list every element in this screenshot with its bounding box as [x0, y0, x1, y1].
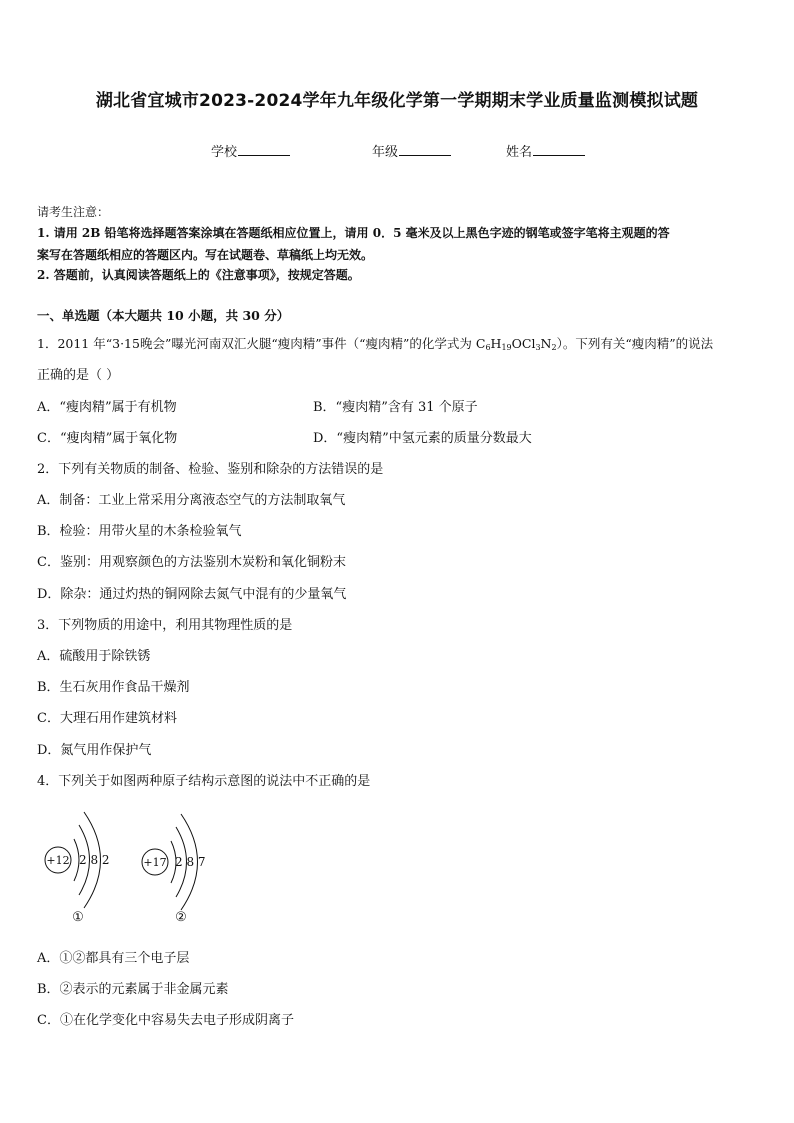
grade-label: 年级 — [372, 145, 399, 160]
q1-stem-part2: ）。下列有关“瘦肉精”的说法 — [556, 336, 714, 351]
q4-option-b[interactable]: B．②表示的元素属于非金属元素 — [37, 982, 229, 997]
formula-sub-h: 19 — [501, 343, 512, 352]
q1-option-b[interactable]: B．“瘦肉精”含有 31 个原子 — [313, 400, 478, 415]
formula-sub-cl: 3 — [535, 343, 541, 352]
grade-field — [372, 141, 451, 160]
q3-option-b[interactable]: B．生石灰用作食品干燥剂 — [37, 680, 190, 695]
atom-1-diagram — [45, 812, 110, 925]
section-heading: 一、单选题（本大题共 10 小题，共 30 分） — [37, 308, 290, 323]
q2-option-a[interactable]: A．制备：工业上常采用分离液态空气的方法制取氧气 — [37, 493, 346, 508]
school-label: 学校 — [211, 145, 238, 160]
atom-2-label: ② — [175, 910, 187, 925]
formula-ocl: OCl — [511, 336, 536, 351]
name-blank[interactable] — [533, 143, 585, 156]
notice-item1-line2: 案写在答题纸相应的答题区内。写在试题卷、草稿纸上均无效。 — [37, 248, 374, 262]
atom-2-diagram — [142, 814, 206, 925]
atom-2-electron-counts: 2 8 7 — [175, 855, 206, 869]
page-title: 湖北省宜城市2023-2024学年九年级化学第一学期期末学业质量监测模拟试题 — [95, 91, 699, 111]
atomic-structure-diagram — [38, 808, 228, 928]
notice-item2: 2. 答题前，认真阅读答题纸上的《注意事项》，按规定答题。 — [37, 268, 360, 282]
q2-option-c[interactable]: C．鉴别：用观察颜色的方法鉴别木炭粉和氧化铜粉末 — [37, 555, 346, 570]
q4-option-c[interactable]: C．①在化学变化中容易失去电子形成阴离子 — [37, 1013, 294, 1028]
atom-1-electron-counts: 2 8 2 — [79, 853, 110, 867]
q1-option-c[interactable]: C．“瘦肉精”属于氧化物 — [37, 431, 178, 446]
q1-option-d[interactable]: D．“瘦肉精”中氢元素的质量分数最大 — [313, 431, 532, 446]
school-blank[interactable] — [238, 143, 290, 156]
notice-heading: 请考生注意： — [37, 205, 110, 219]
formula-sub-n: 2 — [551, 343, 557, 352]
q3-stem: 3．下列物质的用途中，利用其物理性质的是 — [37, 618, 293, 633]
atom-2-nucleus-label: +17 — [143, 856, 167, 869]
q1-stem-line2: 正确的是（ ） — [37, 368, 120, 383]
q3-option-c[interactable]: C．大理石用作建筑材料 — [37, 711, 177, 726]
atom-1-nucleus-label: +12 — [46, 854, 70, 867]
q1-option-a[interactable]: A．“瘦肉精”属于有机物 — [37, 400, 177, 415]
grade-blank[interactable] — [399, 143, 451, 156]
atom-1-label: ① — [72, 910, 84, 925]
formula-sub-c: 6 — [485, 343, 491, 352]
name-label: 姓名 — [506, 145, 533, 160]
q1-stem-part1: 1．2011 年“3·15晚会”曝光河南双汇火腿“瘦肉精”事件（“瘦肉精”的化学式为 C — [37, 336, 486, 351]
q2-option-d[interactable]: D．除杂：通过灼热的铜网除去氮气中混有的少量氧气 — [37, 587, 347, 602]
q3-option-d[interactable]: D．氮气用作保护气 — [37, 743, 152, 758]
formula-h: H — [490, 336, 502, 351]
q2-option-b[interactable]: B．检验：用带火星的木条检验氧气 — [37, 524, 242, 539]
school-field — [211, 141, 290, 160]
q4-stem: 4．下列关于如图两种原子结构示意图的说法中不正确的是 — [37, 774, 371, 789]
q3-option-a[interactable]: A．硫酸用于除铁锈 — [37, 649, 151, 664]
q1-stem-line1 — [37, 334, 713, 352]
name-field — [506, 141, 585, 160]
q4-option-a[interactable]: A．①②都具有三个电子层 — [37, 951, 190, 966]
q2-stem: 2．下列有关物质的制备、检验、鉴别和除杂的方法错误的是 — [37, 462, 384, 477]
formula-n: N — [540, 336, 552, 351]
notice-item1-line1: 1. 请用 2B 铅笔将选择题答案涂填在答题纸相应位置上，请用 0．5 毫米及以上黑色字迹的钢笔或签字笔将主观题的答 — [37, 226, 670, 240]
